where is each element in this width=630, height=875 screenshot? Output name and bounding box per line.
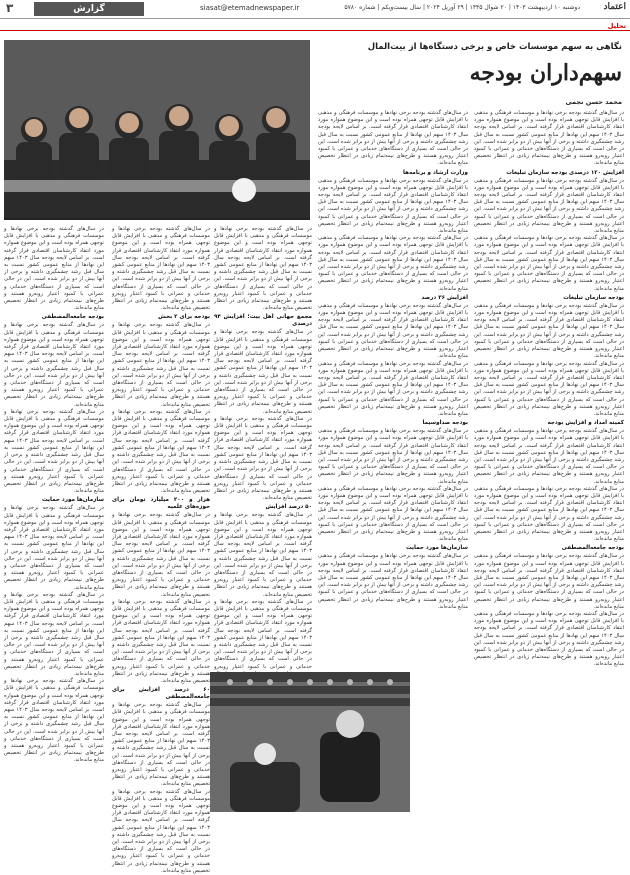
subhead: افزایش ۳۶ درصد [421, 294, 468, 301]
subhead: بودجه سازمان تبلیغات [563, 294, 624, 301]
photo-rule [4, 218, 310, 220]
site-email[interactable]: siasat@etemadnewspaper.ir [200, 4, 300, 12]
text-column-5 [4, 226, 104, 816]
paragraph: در سال‌های گذشته بودجه برخی نهادها و موسسات فرهنگی و مذهبی با افزایش قابل توجهی همراه بوده است و این موضوع همواره مورد انتقاد کارشناسان اقتصادی قرار گرفته است. بر اساس لایحه بودجه سال ۱۴۰۳ سهم این نهادها از منابع عمومی کشور نسبت به سال قبل رشد چشمگیری داشته و برخی از آنها بیش از دو برابر شده است. این در حالی است که بسیاری از دستگاه‌های خدماتی و عمرانی با کمبود اعتبار روبه‌رو هستند و طرح‌های نیمه‌تمام زیادی در انتظار تخصیص منابع مانده‌اند. [474, 235, 624, 292]
text-column-1 [474, 110, 624, 816]
paragraph: در سال‌های گذشته بودجه برخی نهادها و موسسات فرهنگی و مذهبی با افزایش قابل توجهی همراه بوده است و این موضوع همواره مورد انتقاد کارشناسان اقتصادی قرار گرفته است. بر اساس لایحه بودجه سال ۱۴۰۳ سهم این نهادها از منابع عمومی کشور نسبت به سال قبل رشد چشمگیری داشته و برخی از آنها بیش از دو برابر شده است. این در حالی است که بسیاری از دستگاه‌های خدماتی و عمرانی با کمبود اعتبار روبه‌رو هستند و طرح‌های نیمه‌تمام زیادی در انتظار تخصیص منابع مانده‌اند. [474, 485, 624, 543]
paragraph: در سال‌های گذشته بودجه برخی نهادها و موسسات فرهنگی و مذهبی با افزایش قابل توجهی همراه بوده است و این موضوع همواره مورد انتقاد کارشناسان اقتصادی قرار گرفته است. بر اساس لایحه بودجه سال ۱۴۰۳ سهم این نهادها از منابع عمومی کشور نسبت به سال قبل رشد چشمگیری داشته و برخی از آنها بیش از دو برابر شده است. این در حالی است که بسیاری از دستگاه‌های خدماتی و عمرانی با کمبود اعتبار روبه‌رو هستند و طرح‌های نیمه‌تمام زیادی در انتظار تخصیص منابع مانده‌اند. [112, 226, 210, 312]
text-column-3 [214, 226, 312, 670]
top-photo [4, 40, 310, 220]
section-label: گزارش [34, 2, 144, 16]
subhead: بودجه صداوسیما [422, 420, 468, 427]
paragraph: در سال‌های گذشته بودجه برخی نهادها و موسسات فرهنگی و مذهبی با افزایش قابل توجهی همراه بوده است و این موضوع همواره مورد انتقاد کارشناسان اقتصادی قرار گرفته است. بر اساس لایحه بودجه سال ۱۴۰۳ سهم این نهادها از منابع عمومی کشور نسبت به سال قبل رشد چشمگیری داشته و برخی از آنها بیش از دو برابر شده است. این در حالی است که بسیاری از دستگاه‌های خدماتی و عمرانی با کمبود اعتبار روبه‌رو هستند و طرح‌های نیمه‌تمام زیادی در انتظار تخصیص منابع مانده‌اند. [112, 598, 210, 684]
subhead: ۶۰ درصد افزایش برای جامعه‌المصطفی [112, 687, 210, 701]
paragraph: در سال‌های گذشته بودجه برخی نهادها و موسسات فرهنگی و مذهبی با افزایش قابل توجهی همراه بوده است و این موضوع همواره مورد انتقاد کارشناسان اقتصادی قرار گرفته است. بر اساس لایحه بودجه سال ۱۴۰۳ سهم این نهادها از منابع عمومی کشور نسبت به سال قبل رشد چشمگیری داشته و برخی از آنها بیش از دو برابر شده است. این در حالی است که بسیاری از دستگاه‌های خدماتی و عمرانی با کمبود اعتبار روبه‌رو هستند و طرح‌های نیمه‌تمام زیادی در انتظار تخصیص منابع مانده‌اند. [4, 226, 104, 312]
paragraph: در سال‌های گذشته بودجه برخی نهادها و موسسات فرهنگی و مذهبی با افزایش قابل توجهی همراه بوده است و این موضوع همواره مورد انتقاد کارشناسان اقتصادی قرار گرفته است. بر اساس لایحه بودجه سال ۱۴۰۳ سهم این نهادها از منابع عمومی کشور نسبت به سال قبل رشد چشمگیری داشته و برخی از آنها بیش از دو برابر شده است. این در حالی است که بسیاری از دستگاه‌های خدماتی و عمرانی با کمبود اعتبار روبه‌رو هستند و طرح‌های نیمه‌تمام زیادی در انتظار تخصیص منابع مانده‌اند. [214, 512, 312, 598]
paragraph: در سال‌های گذشته بودجه برخی نهادها و موسسات فرهنگی و مذهبی با افزایش قابل توجهی همراه بوده است و این موضوع همواره مورد انتقاد کارشناسان اقتصادی قرار گرفته است. بر اساس لایحه بودجه سال ۱۴۰۳ سهم این نهادها از منابع عمومی کشور نسبت به سال قبل رشد چشمگیری داشته و برخی از آنها بیش از دو برابر شده است. این در حالی است که بسیاری از دستگاه‌های خدماتی و عمرانی با کمبود اعتبار روبه‌رو هستند و طرح‌های نیمه‌تمام زیادی در انتظار تخصیص منابع مانده‌اند. [4, 678, 104, 764]
paragraph: در سال‌های گذشته بودجه برخی نهادها و موسسات فرهنگی و مذهبی با افزایش قابل توجهی همراه بوده است و این موضوع همواره مورد انتقاد کارشناسان اقتصادی قرار گرفته است. بر اساس لایحه بودجه سال ۱۴۰۳ سهم این نهادها از منابع عمومی کشور نسبت به سال قبل رشد چشمگیری داشته و برخی از آنها بیش از دو برابر شده است. این در حالی است که بسیاری از دستگاه‌های خدماتی و عمرانی با کمبود اعتبار روبه‌رو هستند و طرح‌های نیمه‌تمام زیادی در انتظار تخصیص منابع مانده‌اند. [474, 611, 624, 668]
article-headline: سهم‌داران بودجه [469, 60, 622, 86]
paragraph: در سال‌های گذشته بودجه برخی نهادها و موسسات فرهنگی و مذهبی با افزایش قابل توجهی همراه بوده است و این موضوع همواره مورد انتقاد کارشناسان اقتصادی قرار گرفته است. بر اساس لایحه بودجه سال ۱۴۰۳ سهم این نهادها از منابع عمومی کشور نسبت به سال قبل رشد چشمگیری داشته و برخی از آنها بیش از دو برابر شده است. این در حالی است که بسیاری از دستگاه‌های خدماتی و عمرانی با کمبود اعتبار روبه‌رو هستند و طرح‌های نیمه‌تمام زیادی در انتظار تخصیص منابع مانده‌اند. [318, 177, 468, 235]
subhead: سازمان‌ها مورد حمایت [406, 545, 468, 552]
paragraph: در سال‌های گذشته بودجه برخی نهادها و موسسات فرهنگی و مذهبی با افزایش قابل توجهی همراه بوده است و این موضوع همواره مورد انتقاد کارشناسان اقتصادی قرار گرفته است. بر اساس لایحه بودجه سال ۱۴۰۳ سهم این نهادها از منابع عمومی کشور نسبت به سال قبل رشد چشمگیری داشته و برخی از آنها بیش از دو برابر شده است. این در حالی است که بسیاری از دستگاه‌های خدماتی و عمرانی با کمبود اعتبار روبه‌رو هستند و طرح‌های نیمه‌تمام زیادی در انتظار تخصیص منابع مانده‌اند. [214, 415, 312, 502]
paragraph: در سال‌های گذشته بودجه برخی نهادها و موسسات فرهنگی و مذهبی با افزایش قابل توجهی همراه بوده است و این موضوع همواره مورد انتقاد کارشناسان اقتصادی قرار گرفته است. بر اساس لایحه بودجه سال ۱۴۰۳ سهم این نهادها از منابع عمومی کشور نسبت به سال قبل رشد چشمگیری داشته و برخی از آنها بیش از دو برابر شده است. این در حالی است که بسیاری از دستگاه‌های خدماتی و عمرانی با کمبود اعتبار روبه‌رو هستند و طرح‌های نیمه‌تمام زیادی در انتظار تخصیص منابع مانده‌اند. [474, 428, 624, 485]
text-column-4 [112, 226, 210, 874]
paragraph: در سال‌های گذشته بودجه برخی نهادها و موسسات فرهنگی و مذهبی با افزایش قابل توجهی همراه بوده است و این موضوع همواره مورد انتقاد کارشناسان اقتصادی قرار گرفته است. بر اساس لایحه بودجه سال ۱۴۰۳ سهم این نهادها از منابع عمومی کشور نسبت به سال قبل رشد چشمگیری داشته و برخی از آنها بیش از دو برابر شده است. این در حالی است که بسیاری از دستگاه‌های خدماتی و عمرانی با کمبود اعتبار روبه‌رو هستند و طرح‌های نیمه‌تمام زیادی در انتظار تخصیص منابع مانده‌اند. [112, 408, 210, 495]
subhead: بودجه جامعه‌المصطفی [41, 314, 104, 321]
article-subtitle: نگاهی به سهم موسسات خاص و برخی دستگاه‌ها از بیت‌المال [367, 42, 622, 52]
paragraph: در سال‌های گذشته بودجه برخی نهادها و موسسات فرهنگی و مذهبی با افزایش قابل توجهی همراه بوده است و این موضوع همواره مورد انتقاد کارشناسان اقتصادی قرار گرفته است. بر اساس لایحه بودجه سال ۱۴۰۳ سهم این نهادها از منابع عمومی کشور نسبت به سال قبل رشد چشمگیری داشته و برخی از آنها بیش از دو برابر شده است. این در حالی است که بسیاری از دستگاه‌های خدماتی و عمرانی با کمبود اعتبار روبه‌رو هستند و طرح‌های نیمه‌تمام زیادی در انتظار تخصیص منابع مانده‌اند. [112, 788, 210, 874]
subhead: بودجه جامعه‌المصطفی [561, 545, 624, 552]
paragraph: در سال‌های گذشته بودجه برخی نهادها و موسسات فرهنگی و مذهبی با افزایش قابل توجهی همراه بوده است و این موضوع همواره مورد انتقاد کارشناسان اقتصادی قرار گرفته است. بر اساس لایحه بودجه سال ۱۴۰۳ سهم این نهادها از منابع عمومی کشور نسبت به سال قبل رشد چشمگیری داشته و برخی از آنها بیش از دو برابر شده است. این در حالی است که بسیاری از دستگاه‌های خدماتی و عمرانی با کمبود اعتبار روبه‌رو هستند و طرح‌های نیمه‌تمام زیادی در انتظار تخصیص منابع مانده‌اند. [112, 702, 210, 788]
paragraph: در سال‌های گذشته بودجه برخی نهادها و موسسات فرهنگی و مذهبی با افزایش قابل توجهی همراه بوده است و این موضوع همواره مورد انتقاد کارشناسان اقتصادی قرار گرفته است. بر اساس لایحه بودجه سال ۱۴۰۳ سهم این نهادها از منابع عمومی کشور نسبت به سال قبل رشد چشمگیری داشته و برخی از آنها بیش از دو برابر شده است. این در حالی است که بسیاری از دستگاه‌های خدماتی و عمرانی با کمبود اعتبار روبه‌رو هستند و طرح‌های نیمه‌تمام زیادی در انتظار تخصیص منابع مانده‌اند. [474, 110, 624, 167]
subhead: وزارت ارشاد و برنامه‌ها [402, 169, 468, 176]
paragraph: در سال‌های گذشته بودجه برخی نهادها و موسسات فرهنگی و مذهبی با افزایش قابل توجهی همراه بوده است و این موضوع همواره مورد انتقاد کارشناسان اقتصادی قرار گرفته است. بر اساس لایحه بودجه سال ۱۴۰۳ سهم این نهادها از منابع عمومی کشور نسبت به سال قبل رشد چشمگیری داشته و برخی از آنها بیش از دو برابر شده است. این در حالی است که بسیاری از دستگاه‌های خدماتی و عمرانی با کمبود اعتبار روبه‌رو هستند و طرح‌های نیمه‌تمام زیادی در انتظار تخصیص منابع مانده‌اند. [318, 302, 468, 360]
dateline: دوشنبه ۱۰ اردیبهشت ۱۴۰۳ | ۲۰ شوال ۱۴۴۵ | ۲۹ آوریل ۲۰۲۴ | سال بیست‌ویکم | شماره ۵۷۸۰ [344, 4, 580, 11]
parliament-photo-illustration [210, 672, 410, 812]
paragraph: در سال‌های گذشته بودجه برخی نهادها و موسسات فرهنگی و مذهبی با افزایش قابل توجهی همراه بوده است و این موضوع همواره مورد انتقاد کارشناسان اقتصادی قرار گرفته است. بر اساس لایحه بودجه سال ۱۴۰۳ سهم این نهادها از منابع عمومی کشور نسبت به سال قبل رشد چشمگیری داشته و برخی از آنها بیش از دو برابر شده است. این در حالی است که بسیاری از دستگاه‌های خدماتی و عمرانی با کمبود اعتبار روبه‌رو هستند و طرح‌های نیمه‌تمام زیادی در انتظار تخصیص منابع مانده‌اند. [474, 360, 624, 417]
paragraph: در سال‌های گذشته بودجه برخی نهادها و موسسات فرهنگی و مذهبی با افزایش قابل توجهی همراه بوده است و این موضوع همواره مورد انتقاد کارشناسان اقتصادی قرار گرفته است. بر اساس لایحه بودجه سال ۱۴۰۳ سهم این نهادها از منابع عمومی کشور نسبت به سال قبل رشد چشمگیری داشته و برخی از آنها بیش از دو برابر شده است. این در حالی است که بسیاری از دستگاه‌های خدماتی و عمرانی با کمبود اعتبار روبه‌رو هستند و طرح‌های نیمه‌تمام زیادی در انتظار تخصیص منابع مانده‌اند. [4, 408, 104, 495]
paragraph: در سال‌های گذشته بودجه برخی نهادها و موسسات فرهنگی و مذهبی با افزایش قابل توجهی همراه بوده است و این موضوع همواره مورد انتقاد کارشناسان اقتصادی قرار گرفته است. بر اساس لایحه بودجه سال ۱۴۰۳ سهم این نهادها از منابع عمومی کشور نسبت به سال قبل رشد چشمگیری داشته و برخی از آنها بیش از دو برابر شده است. این در حالی است که بسیاری از دستگاه‌های خدماتی و عمرانی با کمبود اعتبار روبه‌رو هستند و طرح‌های نیمه‌تمام زیادی در انتظار تخصیص منابع مانده‌اند. [318, 553, 468, 610]
subhead: افزایش ۱۲۰ درصدی بودجه سازمان تبلیغات [506, 169, 624, 176]
paragraph: در سال‌های گذشته بودجه برخی نهادها و موسسات فرهنگی و مذهبی با افزایش قابل توجهی همراه بوده است و این موضوع همواره مورد انتقاد کارشناسان اقتصادی قرار گرفته است. بر اساس لایحه بودجه سال ۱۴۰۳ سهم این نهادها از منابع عمومی کشور نسبت به سال قبل رشد چشمگیری داشته و برخی از آنها بیش از دو برابر شده است. این در حالی است که بسیاری از دستگاه‌های خدماتی و عمرانی با کمبود اعتبار روبه‌رو هستند و طرح‌های نیمه‌تمام زیادی در انتظار تخصیص منابع مانده‌اند. [4, 505, 104, 591]
bottom-photo [210, 672, 410, 812]
paragraph: در سال‌های گذشته بودجه برخی نهادها و موسسات فرهنگی و مذهبی با افزایش قابل توجهی همراه بوده است و این موضوع همواره مورد انتقاد کارشناسان اقتصادی قرار گرفته است. بر اساس لایحه بودجه سال ۱۴۰۳ سهم این نهادها از منابع عمومی کشور نسبت به سال قبل رشد چشمگیری داشته و برخی از آنها بیش از دو برابر شده است. این در حالی است که بسیاری از دستگاه‌های خدماتی و عمرانی با کمبود اعتبار روبه‌رو هستند و طرح‌های نیمه‌تمام زیادی در انتظار تخصیص منابع مانده‌اند. [474, 553, 624, 610]
article-byline: محمد حسن نجمی [565, 98, 622, 106]
paragraph: در سال‌های گذشته بودجه برخی نهادها و موسسات فرهنگی و مذهبی با افزایش قابل توجهی همراه بوده است و این موضوع همواره مورد انتقاد کارشناسان اقتصادی قرار گرفته است. بر اساس لایحه بودجه سال ۱۴۰۳ سهم این نهادها از منابع عمومی کشور نسبت به سال قبل رشد چشمگیری داشته و برخی از آنها بیش از دو برابر شده است. این در حالی است که بسیاری از دستگاه‌های خدماتی و عمرانی با کمبود اعتبار روبه‌رو هستند و طرح‌های نیمه‌تمام زیادی در انتظار تخصیص منابع مانده‌اند. [214, 226, 312, 312]
kicker: تحلیل [607, 22, 626, 30]
subhead: کمیته امداد و افزایش بودجه [547, 420, 624, 427]
paragraph: در سال‌های گذشته بودجه برخی نهادها و موسسات فرهنگی و مذهبی با افزایش قابل توجهی همراه بوده است و این موضوع همواره مورد انتقاد کارشناسان اقتصادی قرار گرفته است. بر اساس لایحه بودجه سال ۱۴۰۳ سهم این نهادها از منابع عمومی کشور نسبت به سال قبل رشد چشمگیری داشته و برخی از آنها بیش از دو برابر شده است. این در حالی است که بسیاری از دستگاه‌های خدماتی و عمرانی با کمبود اعتبار روبه‌رو هستند و طرح‌های نیمه‌تمام زیادی در انتظار تخصیص منابع مانده‌اند. [318, 428, 468, 485]
paragraph: در سال‌های گذشته بودجه برخی نهادها و موسسات فرهنگی و مذهبی با افزایش قابل توجهی همراه بوده است و این موضوع همواره مورد انتقاد کارشناسان اقتصادی قرار گرفته است. بر اساس لایحه بودجه سال ۱۴۰۳ سهم این نهادها از منابع عمومی کشور نسبت به سال قبل رشد چشمگیری داشته و برخی از آنها بیش از دو برابر شده است. این در حالی است که بسیاری از دستگاه‌های خدماتی و عمرانی با کمبود اعتبار روبه‌رو هستند و طرح‌های نیمه‌تمام زیادی در انتظار تخصیص منابع مانده‌اند. [318, 360, 468, 417]
paragraph: در سال‌های گذشته بودجه برخی نهادها و موسسات فرهنگی و مذهبی با افزایش قابل توجهی همراه بوده است و این موضوع همواره مورد انتقاد کارشناسان اقتصادی قرار گرفته است. بر اساس لایحه بودجه سال ۱۴۰۳ سهم این نهادها از منابع عمومی کشور نسبت به سال قبل رشد چشمگیری داشته و برخی از آنها بیش از دو برابر شده است. این در حالی است که بسیاری از دستگاه‌های خدماتی و عمرانی با کمبود اعتبار روبه‌رو هستند و طرح‌های نیمه‌تمام زیادی در انتظار تخصیص منابع مانده‌اند. [4, 322, 104, 408]
paragraph: در سال‌های گذشته بودجه برخی نهادها و موسسات فرهنگی و مذهبی با افزایش قابل توجهی همراه بوده است و این موضوع همواره مورد انتقاد کارشناسان اقتصادی قرار گرفته است. بر اساس لایحه بودجه سال ۱۴۰۳ سهم این نهادها از منابع عمومی کشور نسبت به سال قبل رشد چشمگیری داشته و برخی از آنها بیش از دو برابر شده است. این در حالی است که بسیاری از دستگاه‌های خدماتی و عمرانی با کمبود اعتبار روبه‌رو هستند و طرح‌های نیمه‌تمام زیادی در انتظار تخصیص منابع مانده‌اند. [318, 235, 468, 292]
subhead: مجمع جهانی اهل بیت؛ افزایش ۹۴ درصدی [214, 314, 312, 328]
page-number: ۳ [6, 1, 14, 15]
subhead: ۵۰ درصد افزایش [265, 504, 312, 511]
meeting-photo-illustration [4, 40, 310, 220]
paragraph: در سال‌های گذشته بودجه برخی نهادها و موسسات فرهنگی و مذهبی با افزایش قابل توجهی همراه بوده است و این موضوع همواره مورد انتقاد کارشناسان اقتصادی قرار گرفته است. بر اساس لایحه بودجه سال ۱۴۰۳ سهم این نهادها از منابع عمومی کشور نسبت به سال قبل رشد چشمگیری داشته و برخی از آنها بیش از دو برابر شده است. این در حالی است که بسیاری از دستگاه‌های خدماتی و عمرانی با کمبود اعتبار روبه‌رو هستند و طرح‌های نیمه‌تمام زیادی در انتظار تخصیص منابع مانده‌اند. [214, 329, 312, 415]
paragraph: در سال‌های گذشته بودجه برخی نهادها و موسسات فرهنگی و مذهبی با افزایش قابل توجهی همراه بوده است و این موضوع همواره مورد انتقاد کارشناسان اقتصادی قرار گرفته است. بر اساس لایحه بودجه سال ۱۴۰۳ سهم این نهادها از منابع عمومی کشور نسبت به سال قبل رشد چشمگیری داشته و برخی از آنها بیش از دو برابر شده است. این در حالی است که بسیاری از دستگاه‌های خدماتی و عمرانی با کمبود اعتبار روبه‌رو هستند و طرح‌های نیمه‌تمام زیادی در انتظار تخصیص منابع مانده‌اند. [474, 302, 624, 360]
subhead: سازمان‌ها مورد حمایت [42, 497, 104, 504]
paragraph: در سال‌های گذشته بودجه برخی نهادها و موسسات فرهنگی و مذهبی با افزایش قابل توجهی همراه بوده است و این موضوع همواره مورد انتقاد کارشناسان اقتصادی قرار گرفته است. بر اساس لایحه بودجه سال ۱۴۰۳ سهم این نهادها از منابع عمومی کشور نسبت به سال قبل رشد چشمگیری داشته و برخی از آنها بیش از دو برابر شده است. این در حالی است که بسیاری از دستگاه‌های خدماتی و عمرانی با کمبود اعتبار روبه‌رو [214, 598, 312, 670]
subhead: بودجه برای ۲ بخش [158, 314, 210, 321]
subhead: هزار و ۲۰۰ میلیارد تومان برای حوزه‌های علمیه [112, 497, 210, 511]
paragraph: در سال‌های گذشته بودجه برخی نهادها و موسسات فرهنگی و مذهبی با افزایش قابل توجهی همراه بوده است و این موضوع همواره مورد انتقاد کارشناسان اقتصادی قرار گرفته است. بر اساس لایحه بودجه سال ۱۴۰۳ سهم این نهادها از منابع عمومی کشور نسبت به سال قبل رشد چشمگیری داشته و برخی از آنها بیش از دو برابر شده است. این در حالی است که بسیاری از دستگاه‌های خدماتی و عمرانی با کمبود اعتبار روبه‌رو هستند و طرح‌های نیمه‌تمام زیادی در انتظار تخصیص منابع مانده‌اند. [318, 485, 468, 543]
paragraph: در سال‌های گذشته بودجه برخی نهادها و موسسات فرهنگی و مذهبی با افزایش قابل توجهی همراه بوده است و این موضوع همواره مورد انتقاد کارشناسان اقتصادی قرار گرفته است. بر اساس لایحه بودجه سال ۱۴۰۳ سهم این نهادها از منابع عمومی کشور نسبت به سال قبل رشد چشمگیری داشته و برخی از آنها بیش از دو برابر شده است. این در حالی است که بسیاری از دستگاه‌های خدماتی و عمرانی با کمبود اعتبار روبه‌رو هستند و طرح‌های نیمه‌تمام زیادی در انتظار تخصیص منابع مانده‌اند. [318, 110, 468, 167]
paragraph: در سال‌های گذشته بودجه برخی نهادها و موسسات فرهنگی و مذهبی با افزایش قابل توجهی همراه بوده است و این موضوع همواره مورد انتقاد کارشناسان اقتصادی قرار گرفته است. بر اساس لایحه بودجه سال ۱۴۰۳ سهم این نهادها از منابع عمومی کشور نسبت به سال قبل رشد چشمگیری داشته و برخی از آنها بیش از دو برابر شده است. این در حالی است که بسیاری از دستگاه‌های خدماتی و عمرانی با کمبود اعتبار روبه‌رو هستند و طرح‌های نیمه‌تمام زیادی در انتظار تخصیص منابع مانده‌اند. [112, 322, 210, 408]
paragraph: در سال‌های گذشته بودجه برخی نهادها و موسسات فرهنگی و مذهبی با افزایش قابل توجهی همراه بوده است و این موضوع همواره مورد انتقاد کارشناسان اقتصادی قرار گرفته است. بر اساس لایحه بودجه سال ۱۴۰۳ سهم این نهادها از منابع عمومی کشور نسبت به سال قبل رشد چشمگیری داشته و برخی از آنها بیش از دو برابر شده است. این در حالی است که بسیاری از دستگاه‌های خدماتی و عمرانی با کمبود اعتبار روبه‌رو هستند و طرح‌های نیمه‌تمام زیادی در انتظار تخصیص منابع مانده‌اند. [474, 177, 624, 235]
kicker-rule [0, 22, 630, 31]
masthead-bar [0, 0, 630, 19]
newspaper-logo: اعتماد [603, 2, 626, 12]
paragraph: در سال‌های گذشته بودجه برخی نهادها و موسسات فرهنگی و مذهبی با افزایش قابل توجهی همراه بوده است و این موضوع همواره مورد انتقاد کارشناسان اقتصادی قرار گرفته است. بر اساس لایحه بودجه سال ۱۴۰۳ سهم این نهادها از منابع عمومی کشور نسبت به سال قبل رشد چشمگیری داشته و برخی از آنها بیش از دو برابر شده است. این در حالی است که بسیاری از دستگاه‌های خدماتی و عمرانی با کمبود اعتبار روبه‌رو هستند و طرح‌های نیمه‌تمام زیادی در انتظار تخصیص منابع مانده‌اند. [112, 512, 210, 598]
paragraph: در سال‌های گذشته بودجه برخی نهادها و موسسات فرهنگی و مذهبی با افزایش قابل توجهی همراه بوده است و این موضوع همواره مورد انتقاد کارشناسان اقتصادی قرار گرفته است. بر اساس لایحه بودجه سال ۱۴۰۳ سهم این نهادها از منابع عمومی کشور نسبت به سال قبل رشد چشمگیری داشته و برخی از آنها بیش از دو برابر شده است. این در حالی است که بسیاری از دستگاه‌های خدماتی و عمرانی با کمبود اعتبار روبه‌رو هستند و طرح‌های نیمه‌تمام زیادی در انتظار تخصیص منابع مانده‌اند. [4, 591, 104, 677]
